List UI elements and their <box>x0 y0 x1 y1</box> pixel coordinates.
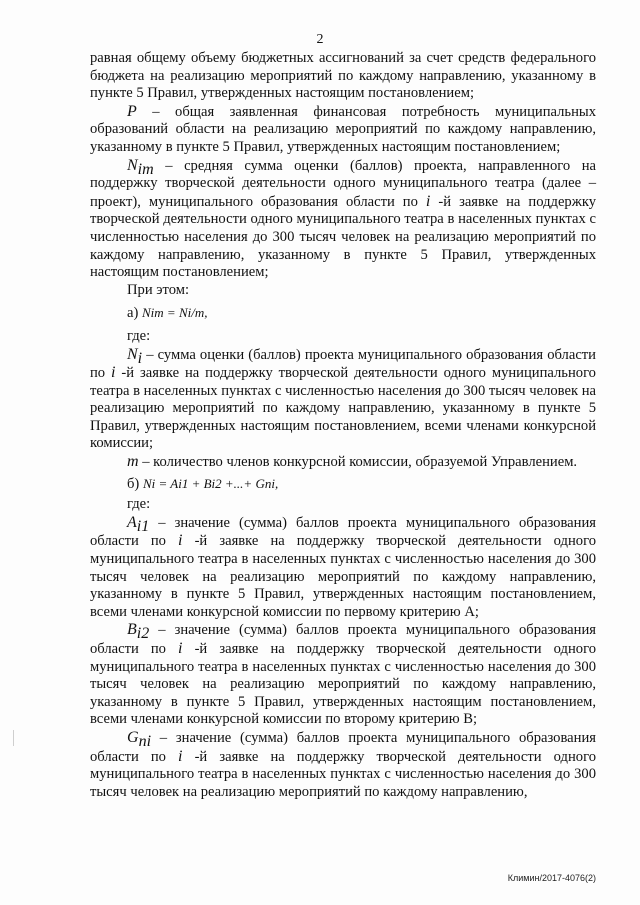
variable-ni: N <box>127 345 138 363</box>
paragraph-8: $G_{ni}$ – значение (сумма) баллов проекта муниципального образования области по i -й заявке на поддержку творческой деятельности одного муниципального театра в населенных пунктах с численностью населения до 300 тысяч человек на реализацию мероприятий по каждому направлению, <box>90 728 596 800</box>
page-number: 2 <box>316 32 324 47</box>
paragraph-1: равная общему объему бюджетных ассигнований за счет средств федерального бюджета на реализацию мероприятий по каждому направлению, указанному в пункте 5 Правил, утвержденных настоящим постановлением; <box>90 50 596 102</box>
formula-a: а) Nim = Ni/m, <box>127 305 208 322</box>
variable-m: m <box>127 453 139 471</box>
variable-nim: N <box>127 156 138 174</box>
paragraph-6: $A_{i1}$ – значение (сумма) баллов проекта муниципального образования области по i -й заявке на поддержку творческой деятельности одного муниципального театра в населенных пунктах с численностью населения до 300 тысяч человек на реализацию мероприятий по каждому направлению, указанному в пункте 5 Правил, утвержденных настоящим постановлением, всеми членами конкурсной комиссии по первому критерию А; <box>90 513 596 620</box>
paragraph-5: m – количество членов конкурсной комиссии, образуемой Управлением. <box>127 453 578 471</box>
paragraph-gde-2: где: <box>127 496 151 513</box>
paragraph-3: $N_{im}$ – средняя сумма оценки (баллов) проекта, направленного на поддержку творческой деятельности одного муниципального театра (далее – проект), муниципального образования области по i -й заявке на поддержку творческой деятельности одного муниципального театра в населенных пунктах с численностью населения до 300 тысяч человек на реализацию мероприятий по каждому направлению, указанному в пункте 5 Правил, утвержденных настоящим постановлением; <box>90 156 596 281</box>
variable-ai1: A <box>127 513 137 531</box>
paragraph-2: P – общая заявленная финансовая потребность муниципальных образований области на реализацию мероприятий по каждому направлению, указанному в пункте 5 Правил, утвержденных настоящим постановлением; <box>90 102 596 155</box>
formula-b: б) Ni = Ai1 + Bi2 +...+ Gni, <box>127 475 279 492</box>
scan-margin-mark <box>13 730 14 746</box>
variable-bi2: B <box>127 621 137 639</box>
paragraph-pri-etom: При этом: <box>127 281 190 298</box>
document-body <box>90 50 596 801</box>
paragraph-4: $N_i$ – сумма оценки (баллов) проекта муниципального образования области по i -й заявке на поддержку творческой деятельности одного муниципального театра в населенных пунктах с численностью населения до 300 тысяч человек на реализацию мероприятий по каждому направлению, указанному в пункте 5 Правил, утвержденных настоящим постановлением, всеми членами конкурсной комиссии; <box>90 345 596 452</box>
variable-p: P <box>127 102 137 120</box>
paragraph-7: $B_{i2}$ – значение (сумма) баллов проекта муниципального образования области по i -й заявке на поддержку творческой деятельности одного муниципального театра в населенных пунктах с численностью населения до 300 тысяч человек на реализацию мероприятий по каждому направлению, указанному в пункте 5 Правил, утвержденных настоящим постановлением, всеми членами конкурсной комиссии по второму критерию В; <box>90 621 596 728</box>
variable-gni: G <box>127 728 139 746</box>
paragraph-gde-1: где: <box>127 327 151 344</box>
document-footer-code: Климин/2017-4076(2) <box>507 873 596 883</box>
